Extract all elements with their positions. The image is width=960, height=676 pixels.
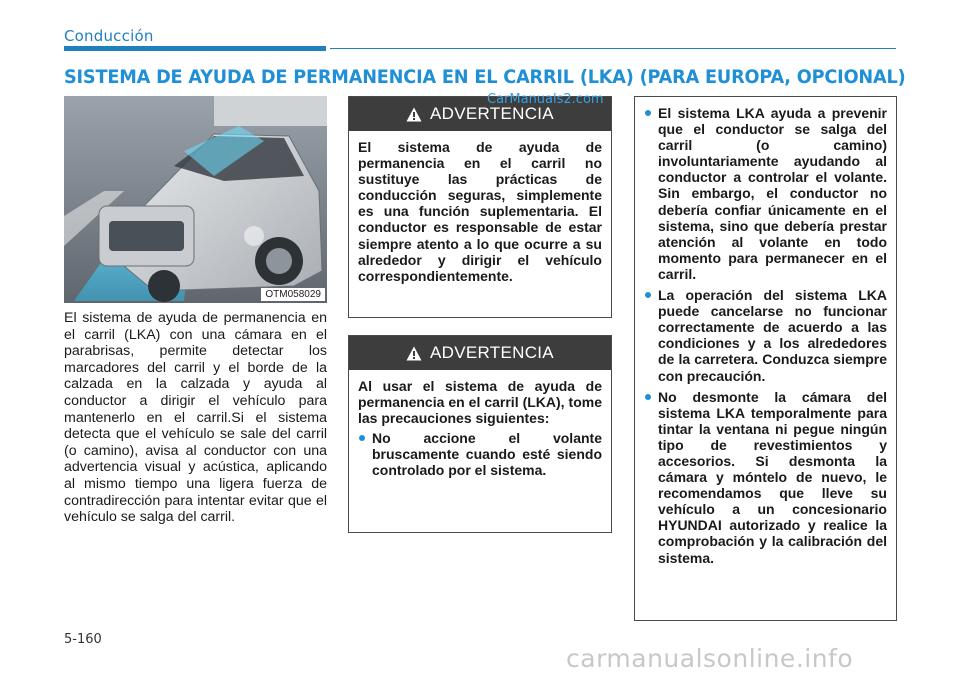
- page-title: SISTEMA DE AYUDA DE PERMANENCIA EN EL CARRIL (LKA) (PARA EUROPA, OPCIONAL): [64, 66, 906, 88]
- warning-intro-2: Al usar el sistema de ayuda de permanencia en el carril (LKA), tome las precauciones siguientes:: [358, 378, 602, 427]
- notes-bullet-list: [635, 97, 896, 566]
- warning-text-1: El sistema de ayuda de permanencia en el carril no sustituye las prácticas de conducción seguras, simplemente es una función suplementaria. El conductor es responsable de estar siempre atento a lo que ocurre a su alrededor y dirigir el vehículo correspondientemente.: [358, 139, 602, 284]
- warning-header-label-1: ADVERTENCIA: [430, 104, 554, 123]
- footer-watermark: carmanualsonline.info: [566, 644, 854, 673]
- figure-code: OTM058029: [261, 288, 325, 301]
- warning-bullet-list-2: [358, 430, 602, 478]
- notes-bullet-item: No desmonte la cámara del sistema LKA temporalmente para tintar la ventana ni pegue ningún tipo de revestimientos y accesorios. Si desmonta la cámara y móntelo de nuevo, le recomendamos que lleve su vehículo a un concesionario HYUNDAI autorizado y realice la comprobación y la calibración del sistema.: [644, 389, 887, 566]
- warning-triangle-icon: [406, 107, 422, 122]
- warning-bullet-item: No accione el volante bruscamente cuando esté siendo controlado por el sistema.: [358, 430, 602, 478]
- warning-body-2: [349, 370, 611, 479]
- warning-header-label-2: ADVERTENCIA: [430, 343, 554, 362]
- intro-paragraph: El sistema de ayuda de permanencia en el carril (LKA) con una cámara en el parabrisas, permite detectar los marcadores del carril y el borde de la calzada en la calzada y ayuda al conductor a dirigir el vehículo para mantenerlo en el carril.Si el sistema detecta que el vehículo se sale del carril (o camino), avisa al conductor con una advertencia visual y acústica, aplicando al mismo tiempo una ligera fuerza de contradirección para intentar evitar que el vehículo se salga del carril.: [64, 310, 327, 526]
- watermark-link[interactable]: CarManuals2.com: [487, 92, 604, 107]
- header-rule-thick: [64, 46, 326, 51]
- warning-box-1: [348, 96, 612, 318]
- notes-bullet-item: El sistema LKA ayuda a prevenir que el conductor se salga del carril (o camino) involuntariamente ayudando al conductor a controlar el volante. Sin embargo, el conductor no debería confiar únicamente en el sistema, sino que debería prestar atención al volante en todo momento para permanecer en el carril.: [644, 105, 887, 282]
- lka-camera-photo: [64, 96, 327, 303]
- warning-header-2: [349, 336, 611, 370]
- section-label: Conducción: [64, 27, 154, 45]
- notes-box: [634, 96, 897, 621]
- warning-triangle-icon: [406, 346, 422, 361]
- warning-box-2: [348, 335, 612, 533]
- car-illustration: [64, 96, 327, 303]
- page-number: 5-160: [64, 632, 102, 647]
- notes-bullet-item: La operación del sistema LKA puede cancelarse no funcionar correctamente de acuerdo a las condiciones y a los alrededores de la carretera. Conduzca siempre con precaución.: [644, 287, 887, 384]
- header-rule-thin: [330, 48, 896, 49]
